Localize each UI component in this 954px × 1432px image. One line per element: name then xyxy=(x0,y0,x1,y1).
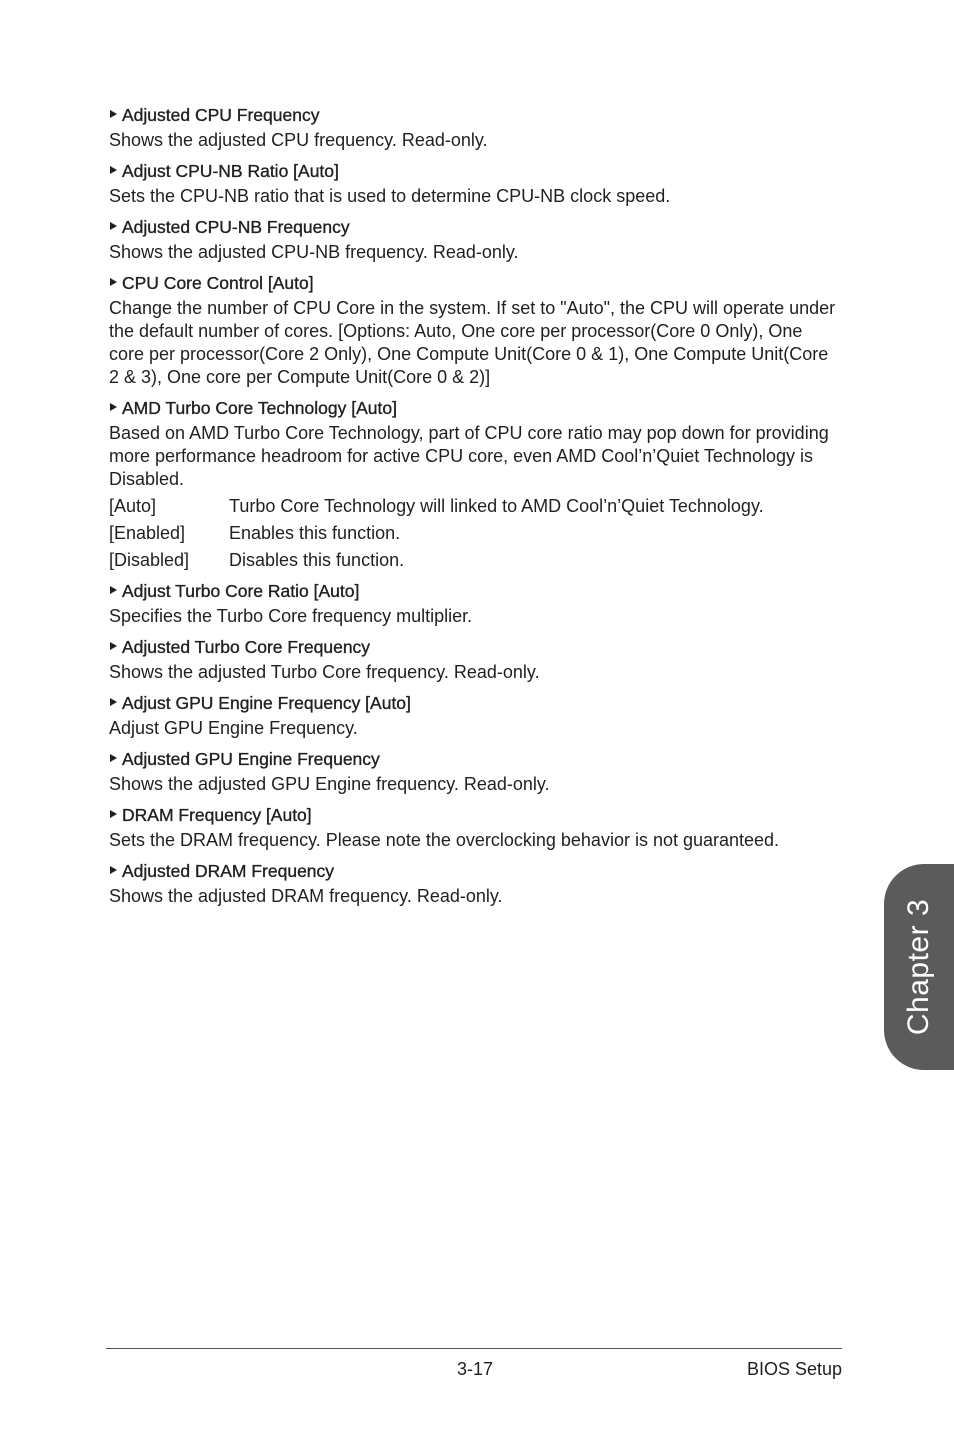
option-row xyxy=(109,495,841,518)
triangle-bullet-icon xyxy=(110,166,117,174)
option-key: [Enabled] xyxy=(109,523,186,543)
option-value: Turbo Core Technology will linked to AMD Cool’n’Quiet Technology. xyxy=(229,496,764,516)
triangle-bullet-icon xyxy=(110,642,117,650)
triangle-bullet-icon xyxy=(110,110,117,118)
section-description: Change the number of CPU Core in the system. If set to "Auto", the CPU will operate under the default number of cores. [Options: Auto, One core per processor(Core 0 Only), One core per processor(Core 2 Only), One Compute Unit(Core 0 & 1), One Compute Unit(Core 2 & 3), One core per Compute Unit(Core 0 & 2)] xyxy=(109,298,836,387)
section-title: DRAM Frequency [Auto] xyxy=(122,805,312,825)
section-description: Shows the adjusted CPU frequency. Read-only. xyxy=(109,130,488,150)
section-cpu-core-control xyxy=(109,271,841,389)
section-heading xyxy=(110,859,841,883)
section-description: Shows the adjusted DRAM frequency. Read-only. xyxy=(109,886,503,906)
section-adjust-turbo-core-ratio xyxy=(109,579,841,628)
section-description: Based on AMD Turbo Core Technology, part of CPU core ratio may pop down for providing more performance headroom for active CPU core, even AMD Cool’n’Quiet Technology is Disabled. xyxy=(109,423,829,489)
page-number: 3-17 xyxy=(456,1359,494,1379)
section-title: Adjusted DRAM Frequency xyxy=(122,861,335,881)
section-adjusted-dram-frequency xyxy=(109,859,841,908)
section-title: Adjusted CPU-NB Frequency xyxy=(122,217,350,237)
section-title: Adjusted Turbo Core Frequency xyxy=(122,637,371,657)
section-title: Adjust GPU Engine Frequency [Auto] xyxy=(122,693,411,713)
footer-divider xyxy=(106,1348,842,1349)
option-value: Enables this function. xyxy=(229,523,401,543)
section-adjusted-gpu-engine-frequency xyxy=(109,747,841,796)
section-dram-frequency xyxy=(109,803,841,852)
option-value: Disables this function. xyxy=(229,550,405,570)
section-adjust-gpu-engine-frequency xyxy=(109,691,841,740)
section-heading xyxy=(110,691,841,715)
triangle-bullet-icon xyxy=(110,586,117,594)
section-adjust-cpu-nb-ratio xyxy=(109,159,841,208)
section-description: Sets the CPU-NB ratio that is used to determine CPU-NB clock speed. xyxy=(109,186,671,206)
document-body xyxy=(109,103,841,915)
section-title: Adjusted CPU Frequency xyxy=(122,105,320,125)
section-adjusted-cpu-frequency xyxy=(109,103,841,152)
section-adjusted-cpu-nb-frequency xyxy=(109,215,841,264)
triangle-bullet-icon xyxy=(110,866,117,874)
triangle-bullet-icon xyxy=(110,278,117,286)
section-description: Adjust GPU Engine Frequency. xyxy=(109,718,358,738)
footer-title: BIOS Setup xyxy=(746,1359,842,1379)
chapter-tab xyxy=(884,864,954,1070)
section-heading xyxy=(110,396,841,420)
section-heading xyxy=(110,103,841,127)
triangle-bullet-icon xyxy=(110,810,117,818)
section-heading xyxy=(110,159,841,183)
section-amd-turbo-core-technology xyxy=(109,396,841,572)
section-description: Sets the DRAM frequency. Please note the overclocking behavior is not guaranteed. xyxy=(109,830,780,850)
section-description: Shows the adjusted Turbo Core frequency. Read-only. xyxy=(109,662,540,682)
section-heading xyxy=(110,271,841,295)
section-title: Adjusted GPU Engine Frequency xyxy=(122,749,380,769)
section-title: Adjust Turbo Core Ratio [Auto] xyxy=(122,581,360,601)
section-heading xyxy=(110,747,841,771)
section-heading xyxy=(110,579,841,603)
option-key: [Disabled] xyxy=(109,550,190,570)
triangle-bullet-icon xyxy=(110,698,117,706)
section-title: CPU Core Control [Auto] xyxy=(122,273,314,293)
triangle-bullet-icon xyxy=(110,754,117,762)
triangle-bullet-icon xyxy=(110,222,117,230)
triangle-bullet-icon xyxy=(110,403,117,411)
section-title: Adjust CPU-NB Ratio [Auto] xyxy=(122,161,339,181)
section-description: Shows the adjusted CPU-NB frequency. Read-only. xyxy=(109,242,519,262)
section-adjusted-turbo-core-frequency xyxy=(109,635,841,684)
option-key: [Auto] xyxy=(109,496,157,516)
section-heading xyxy=(110,215,841,239)
option-row xyxy=(109,549,841,572)
section-title: AMD Turbo Core Technology [Auto] xyxy=(122,398,397,418)
section-description: Specifies the Turbo Core frequency multiplier. xyxy=(109,606,473,626)
section-heading xyxy=(110,635,841,659)
section-description: Shows the adjusted GPU Engine frequency. Read-only. xyxy=(109,774,550,794)
section-heading xyxy=(110,803,841,827)
chapter-label: Chapter 3 xyxy=(902,898,935,1036)
option-row xyxy=(109,522,841,545)
